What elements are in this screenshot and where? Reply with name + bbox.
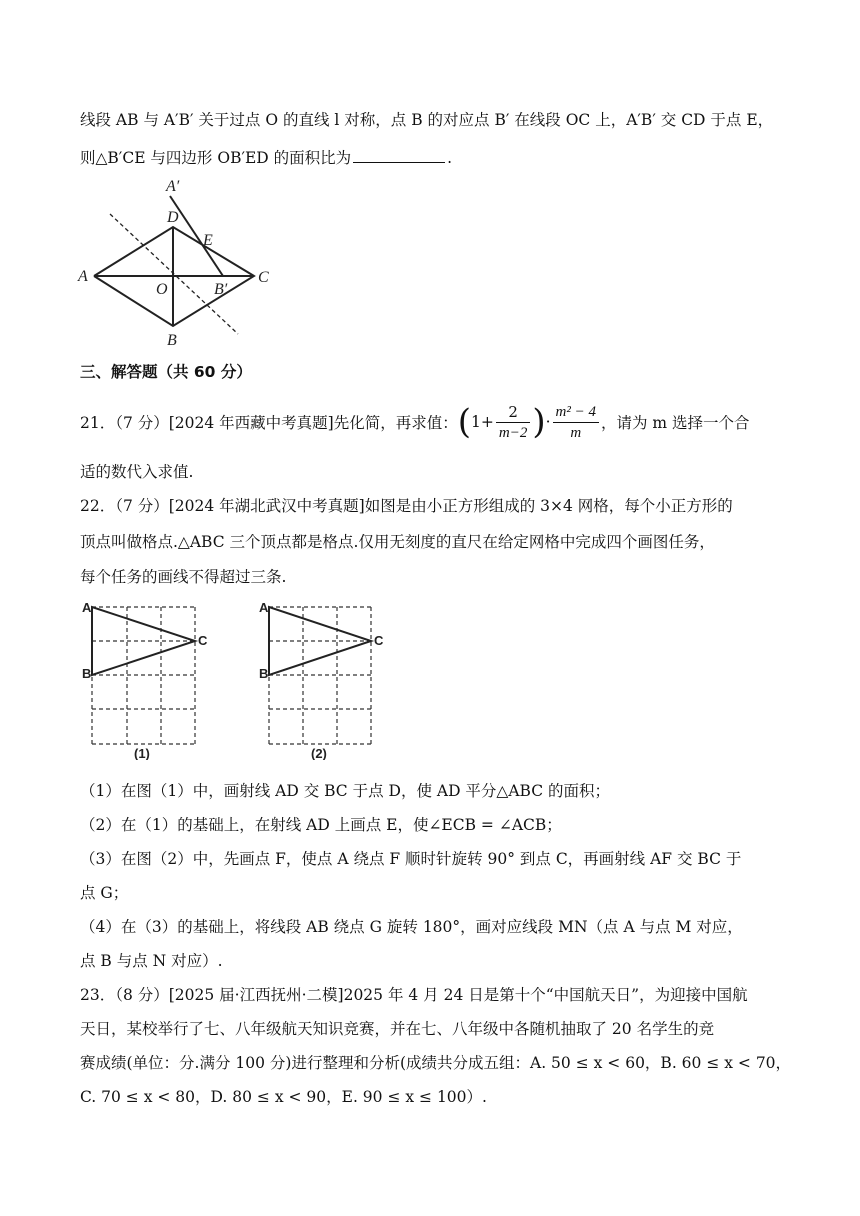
q22-task4-line1: （4）在（3）的基础上，将线段 AB 绕点 G 旋转 180°，画对应线段 MN（点 A 与点 M 对应，	[80, 918, 743, 936]
answer-blank	[353, 148, 445, 163]
section-heading: 三、解答题（共 60 分）	[80, 363, 252, 381]
grid-figure-1	[80, 600, 220, 760]
label-o: O	[156, 281, 168, 298]
fraction-2-over-m-minus-2	[496, 402, 530, 443]
fraction2-denominator: m	[570, 424, 582, 441]
fraction1-denominator: m−2	[498, 424, 528, 441]
q21-line2: 适的数代入求值.	[80, 463, 194, 481]
q22-task4-line2: 点 B 与点 N 对应）.	[80, 952, 223, 970]
label-c: C	[258, 269, 269, 286]
q22-task3-line1: （3）在图（2）中，先画点 F，使点 A 绕点 F 顺时针旋转 90° 到点 C，再画射线 AF 交 BC 于	[80, 850, 742, 868]
q20-line2	[80, 146, 452, 168]
grid1-label-c: C	[198, 633, 208, 648]
close-paren: )	[532, 402, 546, 442]
grid1-label-b: B	[82, 666, 92, 681]
grid1-caption: (1)	[134, 746, 150, 760]
q22-task3-line2: 点 G；	[80, 884, 129, 902]
label-a-prime: A′	[166, 178, 180, 195]
q23-line4: C. 70 ≤ x < 80，D. 80 ≤ x < 90，E. 90 ≤ x ≤ 100）.	[80, 1088, 487, 1106]
q21-suffix: ，请为 m 选择一个合	[600, 414, 750, 432]
grid2-caption: (2)	[311, 746, 327, 760]
q22-task1: （1）在图（1）中，画射线 AD 交 BC 于点 D，使 AD 平分△ABC 的面积；	[80, 782, 610, 800]
fraction-m2-minus-4-over-m	[553, 402, 599, 443]
q20-line2-text: 则△B′CE 与四边形 OB′ED 的面积比为	[80, 149, 352, 167]
rhombus-figure	[70, 172, 280, 350]
fraction2-numerator: m² − 4	[553, 402, 599, 423]
q22-line2: 顶点叫做格点.△ABC 三个顶点都是格点.仅用无刻度的直尺在给定网格中完成四个画图任务，	[80, 533, 715, 551]
q21-prefix: 21．（7 分）[2024 年西藏中考真题]先化简，再求值：	[80, 414, 458, 432]
label-e: E	[203, 232, 213, 249]
q23-line3: 赛成绩(单位：分.满分 100 分)进行整理和分析(成绩共分成五组：A. 50 ≤ x < 60，B. 60 ≤ x < 70，	[80, 1054, 792, 1072]
grid2-label-c: C	[374, 633, 384, 648]
q22-line1: 22．（7 分）[2024 年湖北武汉中考真题]如图是由小正方形组成的 3×4 网格，每个小正方形的	[80, 497, 733, 515]
q21-line1	[80, 399, 750, 445]
q22-task2: （2）在（1）的基础上，在射线 AD 上画点 E，使∠ECB = ∠ACB；	[80, 816, 562, 834]
q23-line2: 天日，某校举行了七、八年级航天知识竞赛，并在七、八年级中各随机抽取了 20 名学生的竞	[80, 1020, 715, 1038]
q21-dot: ·	[545, 413, 551, 431]
label-a: A	[78, 268, 88, 285]
label-b: B	[167, 332, 177, 349]
q22-line3: 每个任务的画线不得超过三条.	[80, 568, 287, 586]
q20-line1: 线段 AB 与 A′B′ 关于过点 O 的直线 l 对称，点 B 的对应点 B′ 在线段 OC 上，A′B′ 交 CD 于点 E，	[80, 111, 774, 129]
q21-one-plus: 1+	[471, 413, 494, 431]
grid-lines-1	[92, 607, 195, 744]
fraction1-numerator: 2	[496, 402, 530, 423]
segment-a-prime-b-prime	[170, 196, 223, 276]
q20-line2-end: .	[447, 149, 453, 167]
grid-lines-2	[269, 607, 371, 744]
grid2-label-a: A	[259, 600, 269, 615]
grid1-label-a: A	[82, 600, 92, 615]
q23-line1: 23．（8 分）[2025 届·江西抚州·二模]2025 年 4 月 24 日是第十个“中国航天日”，为迎接中国航	[80, 986, 748, 1004]
open-paren: (	[457, 402, 471, 442]
label-d: D	[167, 209, 179, 226]
grid-figure-2	[257, 600, 397, 760]
label-b-prime: B′	[214, 281, 228, 298]
grid2-label-b: B	[259, 666, 269, 681]
